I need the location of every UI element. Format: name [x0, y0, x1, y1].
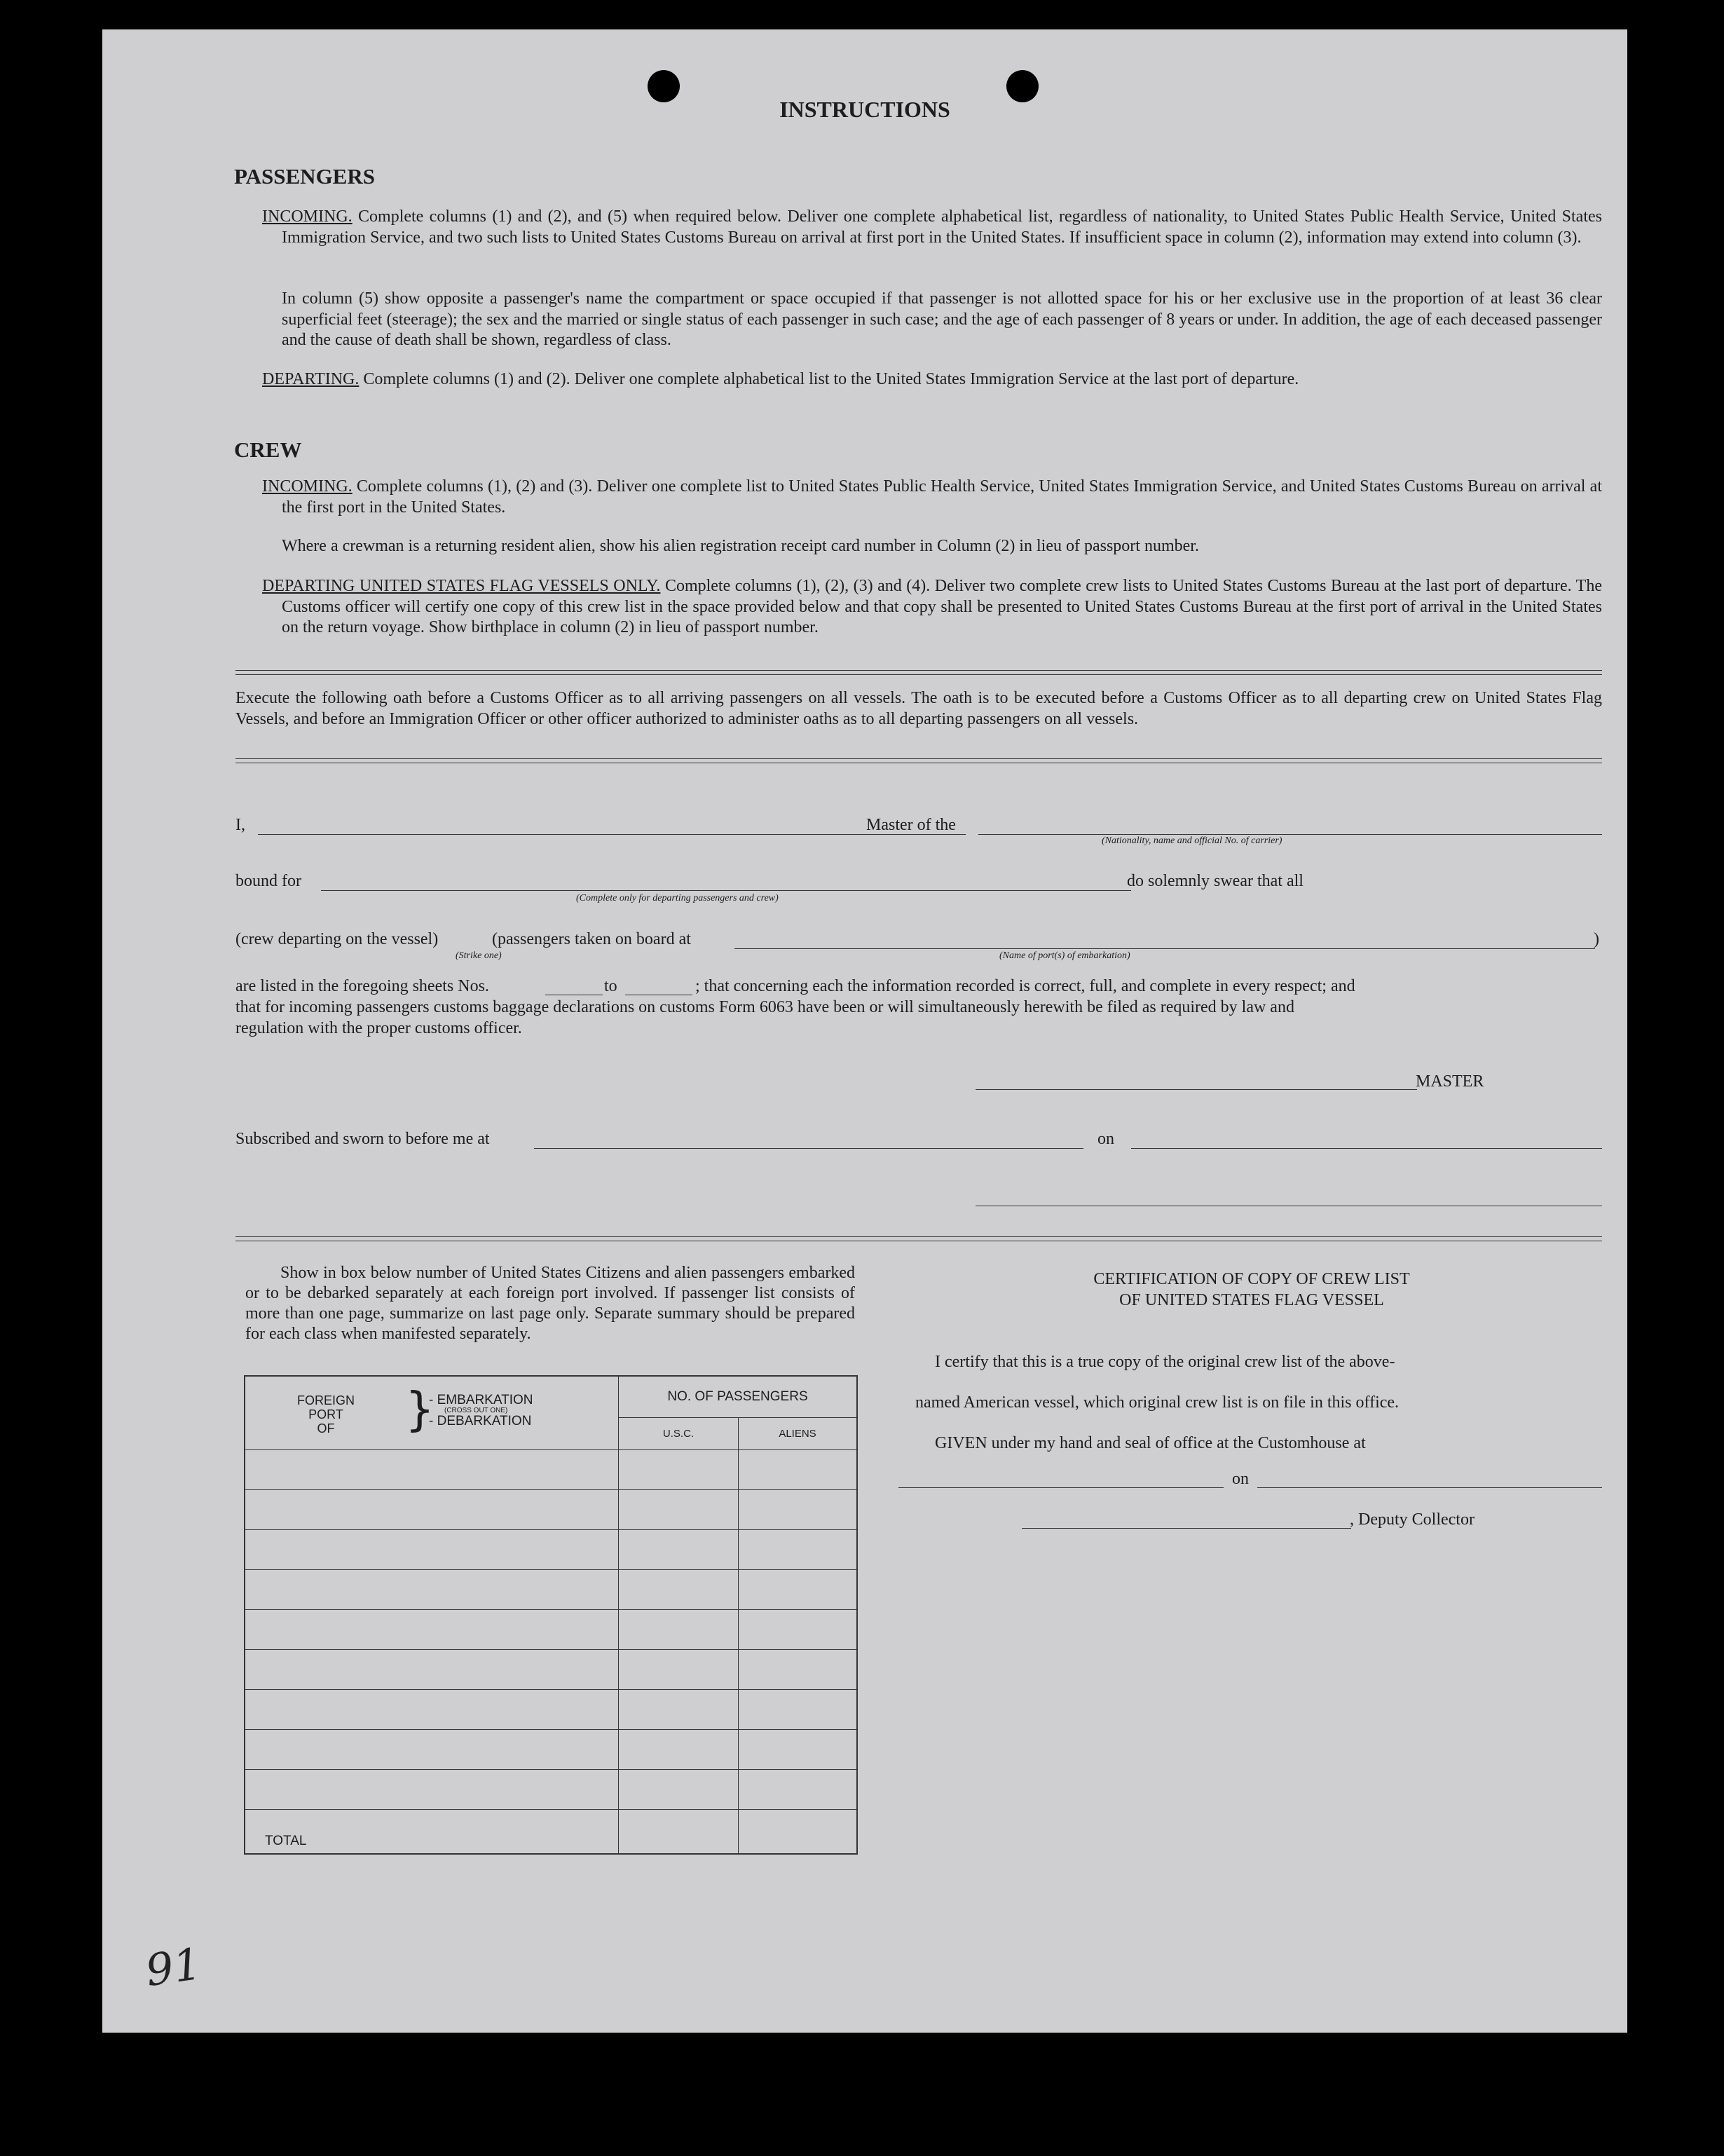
crew-departing-paragraph [262, 576, 1602, 639]
crew-incoming-text: Complete columns (1), (2) and (3). Deliver one complete list to United States Public Health Service, United States Immigration Service, and United States Customs Bureau on arrival at the first port in the United States. [282, 477, 1602, 517]
embarkation-port-caption: (Name of port(s) of embarkation) [999, 950, 1130, 961]
subscribed-label: Subscribed and sworn to before me at [235, 1130, 490, 1148]
passengers-incoming-label: INCOMING. [262, 207, 353, 226]
brace-glyph: } [405, 1382, 435, 1436]
certification-date-field[interactable] [1257, 1487, 1602, 1488]
table-row [245, 1730, 857, 1770]
page-title: INSTRUCTIONS [779, 97, 950, 122]
passengers-departing-paragraph [262, 369, 1602, 390]
crew-departing-text: Complete columns (1), (2), (3) and (4). Deliver two complete crew lists to United States Customs Bureau at the last port of departure. The Customs officer will certify one copy of this crew list in the space provided below and that copy shall be presented to United States Customs Bureau at the first port of arrival in the United States on the return voyage. Show birthplace in column (2) in lieu of passport number. [282, 577, 1602, 636]
form-sheet [102, 29, 1627, 2033]
table-header-row [245, 1376, 857, 1417]
col-of: OF [317, 1421, 335, 1435]
aliens-header: ALIENS [739, 1417, 858, 1449]
table-row [245, 1690, 857, 1730]
handwritten-page-number: 91 [142, 1937, 205, 1997]
master-label: MASTER [1416, 1072, 1484, 1091]
bound-for-label: bound for [235, 872, 301, 890]
table-row [245, 1450, 857, 1490]
listed-line-2: that for incoming passengers customs baggage declarations on customs Form 6063 have been or will simultaneously herewith be filed as required by law and [235, 998, 1294, 1016]
listed-line-3: regulation with the proper customs officer. [235, 1019, 522, 1037]
strike-one-caption: (Strike one) [456, 950, 502, 961]
col-foreign: FOREIGN [296, 1393, 355, 1407]
passengers-incoming-paragraph [262, 207, 1602, 248]
embarkation-port-field[interactable] [734, 948, 1595, 949]
table-row [245, 1770, 857, 1810]
listed-to-label: to [604, 977, 617, 995]
certify-line-1: I certify that this is a true copy of the original crew list of the above- [935, 1353, 1395, 1371]
no-passengers-header: NO. OF PASSENGERS [619, 1376, 858, 1417]
sworn-date-field[interactable] [1131, 1148, 1602, 1149]
col-embarkation: - EMBARKATION [429, 1393, 533, 1407]
bound-for-field[interactable] [321, 890, 1131, 891]
deputy-collector-label: , Deputy Collector [1350, 1510, 1475, 1529]
col-port: PORT [308, 1407, 343, 1421]
passengers-heading: PASSENGERS [234, 164, 375, 189]
certification-title-1: CERTIFICATION OF COPY OF CREW LIST [1093, 1270, 1410, 1288]
total-label: TOTAL [245, 1810, 619, 1855]
crew-incoming-label: INCOMING. [262, 477, 353, 496]
oath-instruction-paragraph: Execute the following oath before a Customs Officer as to all arriving passengers on all vessels. The oath is to be executed before a Customs Officer as to all departing crew on United States Flag Vessels, and before an Immigration Officer or other officer authorized to administer oaths as to all departing passengers on all vessels. [235, 689, 1602, 728]
passengers-incoming-text: Complete columns (1) and (2), and (5) when required below. Deliver one complete alphabetical list, regardless of nationality, to United States Public Health Service, United States Immigration Service, and two such lists to United States Customs Bureau on arrival at first port in the United States. If insufficient space in column (2), information may extend into column (3). [282, 207, 1602, 247]
total-row [245, 1810, 857, 1855]
bound-for-caption: (Complete only for departing passengers and crew) [576, 893, 779, 903]
passengers-column5-paragraph: In column (5) show opposite a passenger's name the compartment or space occupied if that passenger is not allotted space for his or her exclusive use in the proportion of at least 36 clear superficial feet (steerage); the sex and the married or single status of each passenger in such case; and the age of each passenger of 8 years or under. In addition, the age of each deceased passenger and the cause of death shall be shown, regardless of class. [282, 289, 1602, 349]
carrier-field[interactable] [978, 834, 1602, 835]
table-row [245, 1650, 857, 1690]
passengers-departing-text: Complete columns (1) and (2). Deliver one complete alphabetical list to the United States Immigration Service at the last port of departure. [363, 370, 1299, 388]
table-row [245, 1490, 857, 1530]
summary-note: Show in box below number of United States Citizens and alien passengers embarked or to be debarked separately at each foreign port involved. If passenger list consists of more than one page, summarize on last page only. Separate summary should be prepared for each class when manifested separately. [245, 1264, 855, 1343]
crew-departing-label: DEPARTING UNITED STATES FLAG VESSELS ONLY. [262, 577, 661, 595]
crew-resident-paragraph: Where a crewman is a returning resident alien, show his alien registration receipt card number in Column (2) in lieu of passport number. [282, 537, 1199, 555]
master-signature-field[interactable] [976, 1089, 1417, 1090]
oath-i-label: I, [235, 816, 245, 834]
table-row [245, 1610, 857, 1650]
master-of-the-label: Master of the [866, 816, 956, 834]
sworn-on-label: on [1097, 1130, 1114, 1148]
divider-rule-2 [235, 758, 1602, 763]
usc-header: U.S.C. [619, 1417, 739, 1449]
listed-line-1a: are listed in the foregoing sheets Nos. [235, 977, 489, 995]
listed-line-1b: ; that concerning each the information recorded is correct, full, and complete in every respect; and [695, 977, 1355, 995]
passengers-taken-option[interactable]: (passengers taken on board at [492, 930, 691, 948]
master-name-field[interactable] [258, 834, 966, 835]
table-row [245, 1530, 857, 1570]
crew-incoming-paragraph [262, 477, 1602, 518]
crew-heading: CREW [234, 437, 302, 462]
certify-line-2: named American vessel, which original crew list is on file in this office. [915, 1393, 1400, 1412]
customhouse-field[interactable] [898, 1487, 1224, 1488]
col-cross-out: (CROSS OUT ONE) [444, 1407, 508, 1414]
carrier-caption: (Nationality, name and official No. of carrier) [1102, 835, 1282, 846]
sworn-place-field[interactable] [534, 1148, 1083, 1149]
table-row [245, 1570, 857, 1610]
crew-departing-option[interactable]: (crew departing on the vessel) [235, 930, 439, 948]
certification-title-2: OF UNITED STATES FLAG VESSEL [1119, 1291, 1384, 1309]
divider-rule-1 [235, 670, 1602, 675]
certification-on-label: on [1232, 1470, 1249, 1488]
divider-rule-3 [235, 1236, 1602, 1241]
swear-label: do solemnly swear that all [1127, 872, 1304, 890]
close-paren: ) [1594, 930, 1599, 948]
passenger-summary-table [244, 1375, 858, 1855]
given-text: GIVEN under my hand and seal of office at the Customhouse at [935, 1434, 1366, 1452]
passengers-departing-label: DEPARTING. [262, 370, 360, 388]
col-debarkation: - DEBARKATION [429, 1414, 532, 1428]
port-header-cell [245, 1376, 619, 1450]
deputy-signature-field[interactable] [1022, 1528, 1351, 1529]
